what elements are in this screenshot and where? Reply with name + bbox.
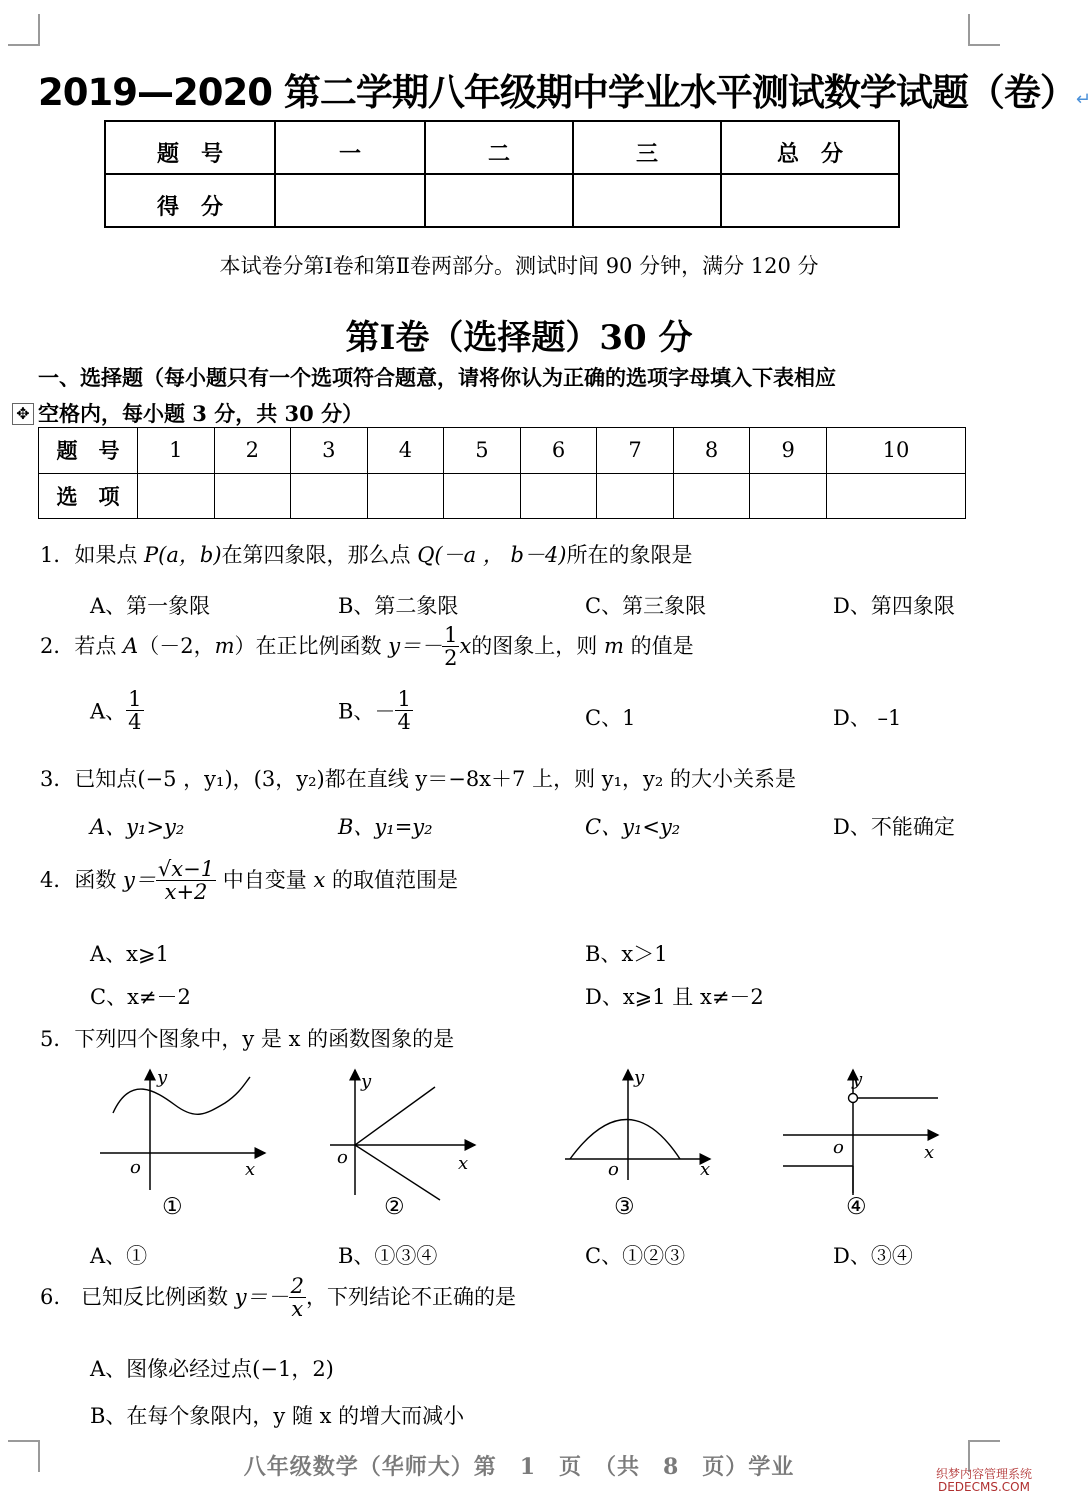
- frac-den: 4: [128, 710, 142, 735]
- score-table-score-row: [105, 174, 899, 227]
- q1-option-b: B、第二象限: [338, 594, 459, 618]
- page-footer: 八年级数学（华师大）第 1 页 （共 8 页）学业: [243, 1454, 795, 1480]
- watermark-logo: [936, 1468, 1032, 1494]
- q6-text: ，下列结论不正确的是: [305, 1285, 516, 1310]
- open-point: [849, 1094, 858, 1103]
- score-table-header-row: [105, 121, 899, 174]
- answer-input-cell[interactable]: [750, 473, 827, 519]
- lower-ray: [355, 1145, 440, 1200]
- q5-graph-1-label: ①: [162, 1194, 183, 1220]
- q2-option-a-fraction: [126, 688, 143, 733]
- watermark-line-1: 织梦内容管理系统: [935, 1467, 1032, 1481]
- score-input-cell[interactable]: [275, 174, 425, 227]
- q2-func: y＝－: [388, 634, 443, 659]
- answer-label-number: 题 号: [39, 428, 138, 474]
- q4-fraction: [156, 858, 216, 903]
- answer-number-cell: 10: [826, 428, 965, 474]
- q1-point-q: Q(－a ， b－4): [417, 543, 567, 567]
- q6-option-a: A、图像必经过点(−1，2): [90, 1357, 334, 1381]
- paragraph-mark-icon: ↵: [1075, 89, 1090, 110]
- q2-frac-den: 2: [444, 646, 458, 671]
- q2-option-b: [338, 688, 413, 733]
- q2-option-b-sign: －: [374, 699, 396, 724]
- parabola: [570, 1120, 680, 1160]
- q2-option-a-label: A、: [90, 699, 127, 724]
- q5-graph-2: [325, 1065, 495, 1200]
- answer-number-cell: 3: [291, 428, 368, 474]
- answer-number-cell: 5: [444, 428, 521, 474]
- frac-num: 2: [290, 1274, 304, 1298]
- x-label: x: [245, 1159, 256, 1180]
- curve: [113, 1077, 250, 1114]
- q5-option-b: B、①③④: [338, 1244, 438, 1268]
- watermark-line-2: DEDECMS.COM: [937, 1480, 1030, 1495]
- origin-label: o: [337, 1147, 348, 1168]
- q2-option-a: [90, 688, 144, 733]
- frac-den: x+2: [164, 880, 208, 905]
- origin-label: o: [130, 1157, 141, 1178]
- x-label: x: [458, 1153, 469, 1174]
- answer-input-cell[interactable]: [444, 473, 521, 519]
- y-label: y: [157, 1067, 168, 1088]
- score-table: [104, 120, 900, 228]
- score-cell: 一: [275, 121, 425, 174]
- q1-option-d: D、第四象限: [833, 594, 955, 618]
- q2-var-x: x: [459, 634, 472, 659]
- q5-graph-4: [778, 1065, 958, 1200]
- q4-text: 4．函数: [40, 868, 124, 893]
- score-input-cell[interactable]: [573, 174, 721, 227]
- question-3-stem: 3．已知点(−5 ，y₁)，(3，y₂)都在直线 y＝−8x＋7 上，则 y₁，y₂ 的大小关系是: [40, 767, 796, 791]
- answer-table: [38, 427, 966, 519]
- q4-func: y＝: [123, 868, 156, 893]
- question-2-stem: [40, 624, 694, 669]
- q5-option-d: D、③④: [833, 1244, 913, 1268]
- answer-input-cell[interactable]: [367, 473, 444, 519]
- answer-input-cell[interactable]: [673, 473, 750, 519]
- q2-text: 2．若点: [40, 634, 124, 659]
- q2-text: ）在正比例函数: [234, 634, 389, 659]
- q4-option-b: B、x＞1: [585, 942, 668, 966]
- page-title: [38, 62, 1090, 116]
- q2-text: 的值是: [623, 634, 694, 659]
- q6-func: y＝－: [234, 1285, 289, 1310]
- q2-frac-num: 1: [444, 623, 458, 647]
- score-input-cell[interactable]: [425, 174, 573, 227]
- frac-num: 1: [128, 687, 142, 711]
- q6-option-b: B、在每个象限内，y 随 x 的增大而减小: [90, 1404, 465, 1428]
- question-1-stem: [40, 539, 693, 569]
- q5-graph-3-label: ③: [614, 1194, 635, 1220]
- score-cell: 总 分: [721, 121, 899, 174]
- score-input-cell[interactable]: [721, 174, 899, 227]
- answer-label-choice: 选 项: [39, 473, 138, 519]
- q1-text: 在第四象限，那么点: [221, 543, 418, 567]
- q1-option-a: A、第一象限: [90, 594, 211, 618]
- score-cell: 得 分: [105, 174, 275, 227]
- answer-number-cell: 7: [597, 428, 674, 474]
- q2-var-m: m: [603, 634, 624, 659]
- q5-graph-2-label: ②: [384, 1194, 405, 1220]
- x-label: x: [700, 1159, 711, 1180]
- part1-heading-line1: 一、选择题（每小题只有一个选项符合题意，请将你认为正确的选项字母填入下表相应: [38, 365, 836, 390]
- question-5-stem: 5．下列四个图象中，y 是 x 的函数图象的是: [40, 1027, 455, 1051]
- origin-label: o: [833, 1137, 844, 1158]
- frac-num: √x−1: [157, 857, 215, 881]
- x-label: x: [924, 1142, 935, 1163]
- q6-text: 6. 已知反比例函数: [40, 1285, 235, 1310]
- q1-point-p: P(a，b): [144, 543, 222, 567]
- q2-text: （－2，: [138, 634, 215, 659]
- y-label: y: [361, 1071, 372, 1092]
- q2-option-d: D、 –1: [833, 706, 902, 730]
- answer-number-cell: 9: [750, 428, 827, 474]
- q5-graph-3: [560, 1065, 730, 1185]
- q2-option-b-label: B、: [338, 699, 375, 724]
- corner-mark-top-right: [968, 14, 1000, 46]
- q1-text: 所在的象限是: [566, 543, 693, 567]
- q4-option-c: C、x≠－2: [90, 985, 191, 1009]
- q2-option-c: C、1: [585, 706, 636, 730]
- q2-fraction: [442, 624, 459, 669]
- answer-number-cell: 1: [138, 428, 215, 474]
- answer-input-cell[interactable]: [826, 473, 965, 519]
- y-label: y: [634, 1067, 645, 1088]
- answer-input-cell[interactable]: [520, 473, 597, 519]
- q4-option-d: D、x⩾1 且 x≠－2: [585, 985, 764, 1009]
- score-cell: 题 号: [105, 121, 275, 174]
- answer-table-number-row: [39, 428, 966, 474]
- q1-text: 1．如果点: [40, 543, 145, 567]
- score-cell: 三: [573, 121, 721, 174]
- q4-text: 中自变量: [216, 868, 314, 893]
- upper-ray: [355, 1087, 435, 1145]
- q5-graph-4-label: ④: [846, 1194, 867, 1220]
- answer-input-cell[interactable]: [291, 473, 368, 519]
- q2-point-a: A: [123, 634, 139, 659]
- q5-graph-1: [95, 1065, 295, 1195]
- q2-option-b-fraction: [395, 688, 412, 733]
- y-label: y: [852, 1069, 863, 1090]
- answer-number-cell: 2: [214, 428, 291, 474]
- answer-input-cell[interactable]: [597, 473, 674, 519]
- q3-option-b: B、y₁=y₂: [338, 815, 433, 839]
- q4-option-a: A、x⩾1: [90, 942, 169, 966]
- frac-den: 4: [397, 710, 411, 735]
- answer-input-cell[interactable]: [138, 473, 215, 519]
- answer-input-cell[interactable]: [214, 473, 291, 519]
- q1-option-c: C、第三象限: [585, 594, 707, 618]
- table-move-handle-icon[interactable]: ✥: [12, 403, 34, 425]
- q2-text: 的图象上，则: [471, 634, 604, 659]
- score-cell: 二: [425, 121, 573, 174]
- q6-fraction: [289, 1275, 306, 1320]
- answer-number-cell: 6: [520, 428, 597, 474]
- exam-intro: 本试卷分第Ⅰ卷和第Ⅱ卷两部分。测试时间 90 分钟，满分 120 分: [219, 254, 819, 278]
- q3-option-a: A、y₁>y₂: [90, 815, 185, 839]
- section-title: 第Ⅰ卷（选择题）30 分: [345, 318, 693, 358]
- question-6-stem: [40, 1275, 516, 1320]
- answer-number-cell: 8: [673, 428, 750, 474]
- q5-option-c: C、①②③: [585, 1244, 686, 1268]
- q3-option-d: D、不能确定: [833, 815, 955, 839]
- q5-option-a: A、①: [90, 1244, 148, 1268]
- answer-number-cell: 4: [367, 428, 444, 474]
- q2-var-m: m: [214, 634, 235, 659]
- part1-heading-line2: 空格内，每小题 3 分，共 30 分）: [38, 401, 364, 426]
- answer-table-choice-row: [39, 473, 966, 519]
- q4-var-x: x: [313, 868, 326, 893]
- origin-label: o: [608, 1159, 619, 1180]
- page-title-text: 2019—2020 第二学期八年级期中学业水平测试数学试题（卷）: [38, 71, 1076, 114]
- q4-text: 的取值范围是: [325, 868, 458, 893]
- frac-num: 1: [397, 687, 411, 711]
- question-4-stem: [40, 858, 458, 903]
- q3-option-c: C、y₁<y₂: [585, 815, 681, 839]
- corner-mark-top-left: [8, 14, 40, 46]
- frac-den: x: [291, 1297, 304, 1322]
